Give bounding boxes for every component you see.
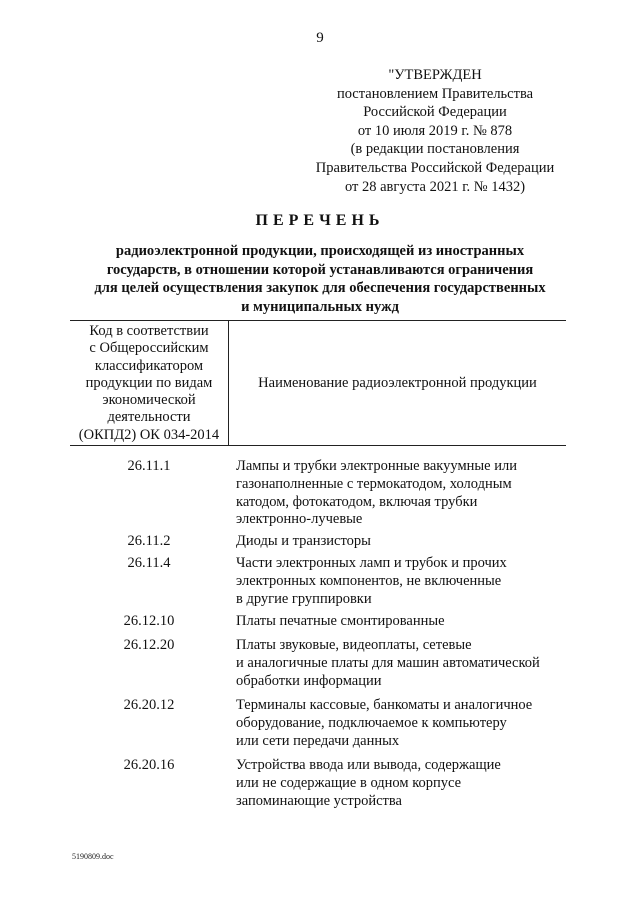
header-code-line: (ОКПД2) ОК 034-2014 xyxy=(78,426,220,443)
approval-line: Российской Федерации xyxy=(363,104,507,121)
row-name-line: оборудование, подключаемое к компьютеру xyxy=(236,714,507,731)
subtitle-line: радиоэлектронной продукции, происходящей из иностранных xyxy=(115,243,525,259)
approval-line: постановлением Правительства xyxy=(336,85,534,102)
document-title: ПЕРЕЧЕНЬ xyxy=(255,212,385,229)
subtitle-line: государств, в отношении которой устанавливаются ограничения xyxy=(106,261,534,278)
row-name-line: Терминалы кассовые, банкоматы и аналогичное xyxy=(236,697,533,713)
header-code-line: деятельности xyxy=(107,409,191,426)
approval-line: (в редакции постановления xyxy=(350,141,520,158)
row-name xyxy=(236,555,566,608)
row-name xyxy=(236,458,566,529)
row-name-line: Устройства ввода или вывода, содержащие xyxy=(236,757,501,773)
approval-line: от 10 июля 2019 г. № 878 xyxy=(357,122,513,139)
row-name-line: в другие группировки xyxy=(236,590,372,607)
row-name-line: газонаполненные с термокатодом, холодным xyxy=(236,475,512,492)
row-name-line: обработки информации xyxy=(236,672,382,689)
approval-block xyxy=(300,66,570,196)
document-subtitle xyxy=(70,242,570,316)
approval-line: от 28 августа 2021 г. № 1432) xyxy=(344,178,526,195)
row-code: 26.11.4 xyxy=(127,555,171,571)
row-name-line: или сети передачи данных xyxy=(236,732,400,749)
approval-line: Правительства Российской Федерации xyxy=(315,159,555,176)
header-code-line: с Общероссийским xyxy=(89,340,209,357)
row-name-line: Платы печатные смонтированные xyxy=(236,613,445,629)
row-name-line: катодом, фотокатодом, включая трубки xyxy=(236,493,478,510)
row-name xyxy=(236,757,566,810)
header-code-column xyxy=(70,323,228,444)
row-name-line: Части электронных ламп и трубок и прочих xyxy=(236,555,507,571)
header-name-column: Наименование радиоэлектронной продукции xyxy=(258,375,537,391)
header-code-line: Код в соответствии xyxy=(89,323,209,339)
row-code: 26.11.2 xyxy=(127,533,171,549)
row-name xyxy=(236,637,566,690)
row-name-line: электронно-лучевые xyxy=(236,511,363,528)
row-code: 26.12.20 xyxy=(123,637,175,653)
header-code-line: экономической xyxy=(102,392,196,409)
row-name-line: Лампы и трубки электронные вакуумные или xyxy=(236,458,517,474)
row-name-line: и аналогичные платы для машин автоматической xyxy=(236,654,540,671)
approval-line: "УТВЕРЖДЕН xyxy=(388,67,482,83)
header-code-line: классификатором xyxy=(94,357,204,374)
row-code: 26.20.12 xyxy=(123,697,175,713)
row-name xyxy=(236,613,566,631)
row-name-line: Диоды и транзисторы xyxy=(236,533,371,549)
row-name-line: или не содержащие в одном корпусе xyxy=(236,774,462,791)
row-code: 26.20.16 xyxy=(123,757,175,773)
subtitle-line: для целей осуществления закупок для обеспечения государственных xyxy=(94,280,546,296)
row-name-line: Платы звуковые, видеоплаты, сетевые xyxy=(236,637,472,653)
row-code: 26.12.10 xyxy=(123,613,175,629)
row-name xyxy=(236,533,566,551)
page-number: 9 xyxy=(316,30,324,46)
subtitle-line: и муниципальных нужд xyxy=(241,298,399,315)
row-name-line: электронных компонентов, не включенные xyxy=(236,572,502,589)
row-name xyxy=(236,697,566,750)
header-code-line: продукции по видам xyxy=(85,374,213,391)
row-code: 26.11.1 xyxy=(127,458,171,474)
table-header xyxy=(70,320,566,446)
row-name-line: запоминающие устройства xyxy=(236,792,402,809)
footer-file-code: 5190809.doc xyxy=(72,852,114,861)
